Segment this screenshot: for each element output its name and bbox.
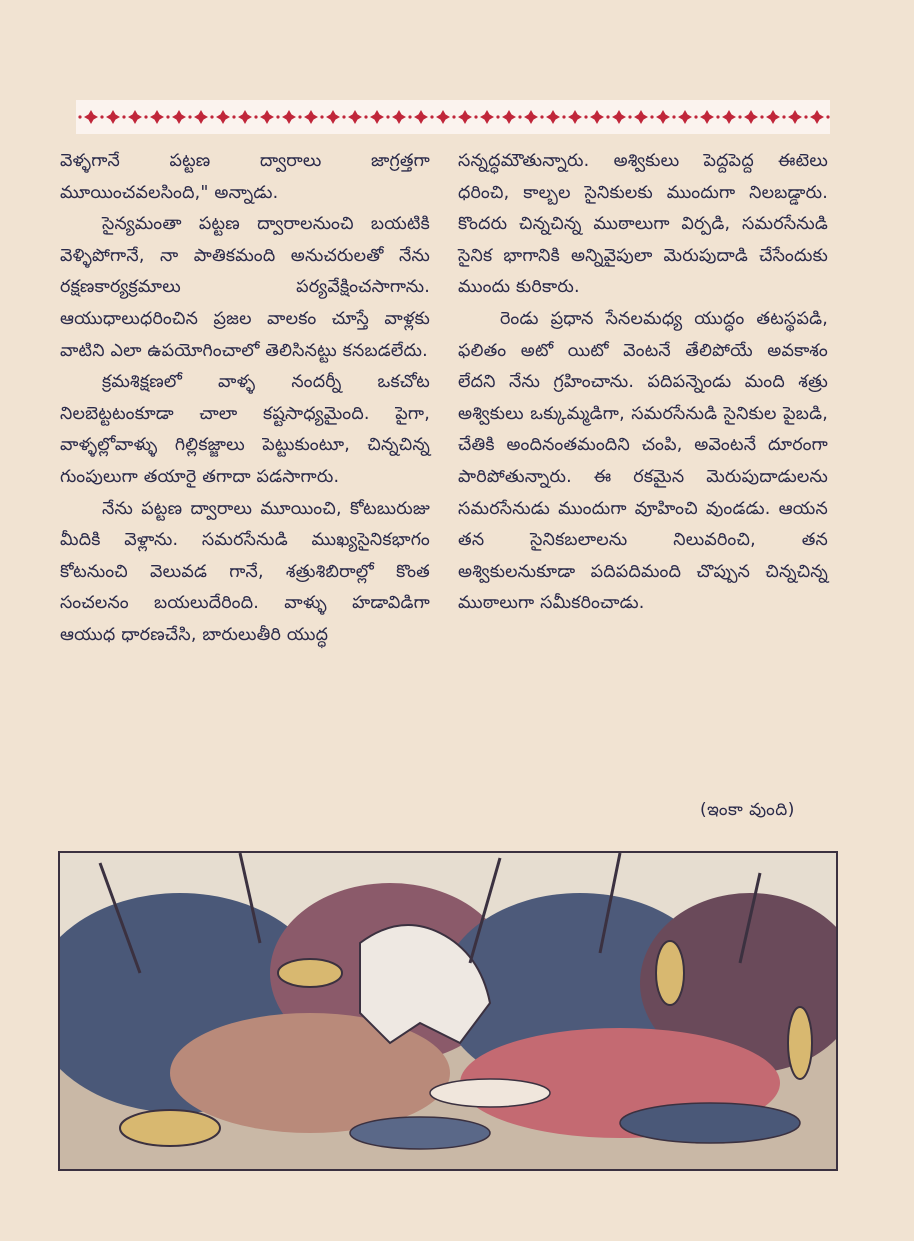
decorative-border: [76, 100, 830, 134]
paragraph: క్రమశిక్షణలో వాళ్ళ నందర్నీ ఒకచోట నిలబెట్టటంకూడా చాలా కష్టసాధ్యమైంది. పైగా, వాళ్ళల్లోవాళ్ళు గిల్లికజ్జాలు పెట్టుకుంటూ, చిన్నచిన్న గుంపులుగా తయారై తగాదా పడసాగారు.: [60, 372, 430, 487]
battle-illustration: [58, 851, 838, 1171]
continued-label: (ఇంకా వుంది): [700, 800, 795, 820]
left-column: [60, 146, 430, 652]
paragraph: నేను పట్టణ ద్వారాలు మూయించి, కోటబురుజు మీదికి వెళ్లాను. సమరసేనుడి ముఖ్యసైనికభాగం కోటనుంచి వెలువడ గానే, శత్రుశిబిరాల్లో కొంత సంచలనం బయలుదేరింది. వాళ్ళు హడావిడిగా ఆయుధ ధారణచేసి, బారులుతీరి యుద్ధ: [60, 498, 430, 645]
paragraph: సైన్యమంతా పట్టణ ద్వారాలనుంచి బయటికి వెళ్ళిపోగానే, నా పాతికమంది అనుచరులతో నేను రక్షణకార్యక్రమాలు పర్యవేక్షించసాగాను. ఆయుధాలుధరించిన ప్రజల వాలకం చూస్తే వాళ్లకు వాటిని ఎలా ఉపయోగించాలో తెలిసినట్టు కనబడలేదు.: [60, 214, 430, 361]
paragraph: సన్నద్ధమౌతున్నారు. అశ్వికులు పెద్దపెద్ద ఈటెలు ధరించి, కాల్బల సైనికులకు ముందుగా నిలబడ్డారు. కొందరు చిన్నచిన్న ముఠాలుగా విర్పడి, సమరసేనుడి సైనిక భాగానికి అన్నివైపులా మెరుపుదాడి చేసేందుకు ముందు కురికారు.: [458, 151, 828, 298]
paragraph: రెండు ప్రధాన సేనలమధ్య యుద్ధం తటస్థపడి, ఫలితం అటో యిటో వెంటనే తేలిపోయే అవకాశం లేదని నేను గ్రహించాను. పదిపన్నెండు మంది శత్రు అశ్వికులు ఒక్కుమ్మడిగా, సమరసేనుడి సైనికుల పైబడి, చేతికి అందినంతమందిని చంపి, అవెంటనే దూరంగా పారిపోతున్నారు. ఈ రకమైన మెరుపుదాడులను సమరసేనుడు ముందుగా వూహించి వుండడు. ఆయన తన సైనికబలాలను నిలువరించి, తన అశ్వికులనుకూడా పదిపదిమంది చొప్పున చిన్నచిన్న ముఠాలుగా సమీకరించాడు.: [458, 308, 828, 614]
right-column: [458, 146, 828, 620]
paragraph: వెళ్ళగానే పట్టణ ద్వారాలు జాగ్రత్తగా మూయించవలసింది," అన్నాడు.: [60, 151, 430, 203]
